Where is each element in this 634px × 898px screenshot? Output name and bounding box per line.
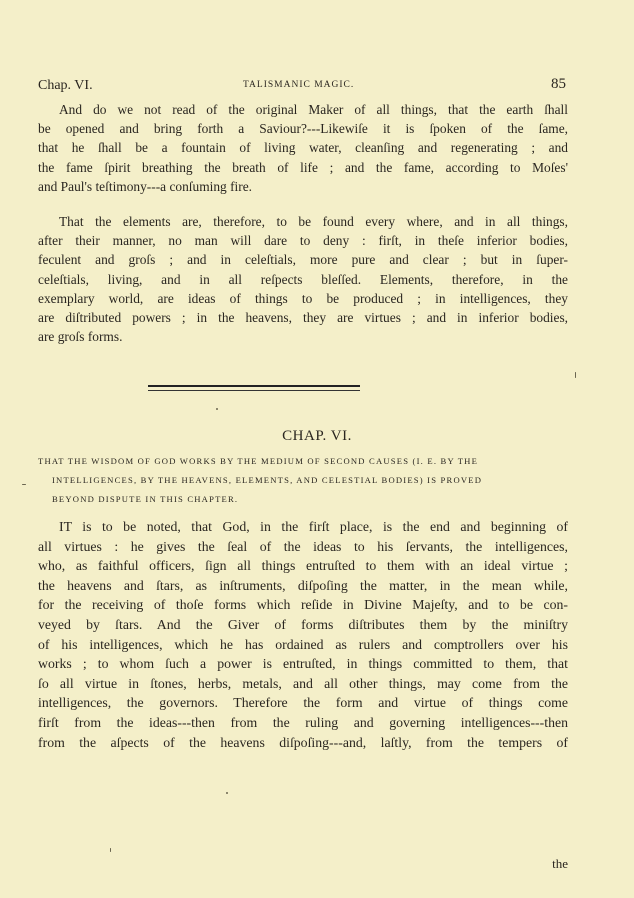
section-divider-thin (148, 390, 360, 391)
text-line: after their manner, no man will dare to deny : firſt, in theſe inferior bodies, (38, 233, 568, 249)
text-line: from the aſpects of the heavens diſpoſing---and, laſtly, from the tempers of (38, 734, 568, 750)
text-line: IT is to be noted, that God, in the firſt place, is the end and beginning of (59, 519, 568, 534)
text-line: celeſtials, living, and in all reſpects bleſſed. Elements, therefore, in the (38, 271, 568, 287)
chapter-label: Chap. VI. (38, 78, 93, 93)
text-line: that he ſhall be a fountain of living water, cleanſing and regenerating ; and (38, 140, 568, 156)
text-line: the fame ſpirit breathing the breath of life ; and the fame, according to Moſes' (38, 159, 568, 175)
running-head (38, 76, 566, 96)
text-line: exemplary world, are ideas of things to be produced ; in intelligences, they (38, 290, 568, 306)
text-line: are diſtributed powers ; in the heavens, they are virtues ; and in inferior bodies, (38, 310, 568, 326)
text-line: and Paul's teſtimony---a conſuming fire. (38, 178, 253, 194)
text-line: veyed by ſtars. And the Giver of forms diſtributes them by the miniſtry (38, 616, 568, 632)
section-divider (148, 385, 360, 387)
summary-line: BEYOND DISPUTE IN THIS CHAPTER. (52, 494, 239, 504)
summary-line: THAT THE WISDOM OF GOD WORKS BY THE MEDIUM OF SECOND CAUSES (I. E. BY THE (38, 456, 479, 466)
text-line: are groſs forms. (38, 329, 123, 345)
text-line: who, as faithful officers, ſign all things entruſted to them with an ideal virtue ; (38, 558, 568, 574)
page-number: 85 (551, 76, 566, 92)
paper-speck (216, 408, 218, 410)
text-line: works ; to whom ſuch a power is entruſted, in things committed to them, that (38, 656, 568, 672)
chapter-heading: CHAP. VI. (282, 428, 352, 444)
summary-line: INTELLIGENCES, BY THE HEAVENS, ELEMENTS, AND CELESTIAL BODIES) IS PROVED (52, 475, 483, 485)
paper-speck (22, 484, 26, 485)
text-line: intelligences, the governors. Therefore the form and virtue of things come (38, 695, 568, 711)
paragraph-2 (38, 212, 568, 346)
paragraph-1 (38, 100, 568, 196)
text-line: all virtues : he gives the ſeal of the ideas to his ſervants, the intelligences, (38, 538, 568, 554)
chapter-summary (38, 452, 566, 509)
paragraph-3 (38, 517, 568, 752)
text-line: the heavens and ſtars, as inſtruments, diſpoſing the matter, in the mean while, (38, 577, 568, 593)
text-line: That the elements are, therefore, to be found every where, and in all things, (59, 214, 568, 229)
paper-speck (575, 372, 576, 378)
text-line: firſt from the ideas---then from the ruling and governing intelligences---then (38, 714, 568, 730)
text-line: of his intelligences, which he has ordained as rulers and comptrollers over his (38, 636, 568, 652)
text-line: feculent and groſs ; and in celeſtials, more pure and clear ; but in ſuper- (38, 252, 568, 268)
text-line: And do we not read of the original Maker of all things, that the earth ſhall (59, 102, 568, 117)
paper-speck (110, 848, 111, 852)
catchword: the (552, 856, 568, 871)
text-line: for the receiving of thoſe forms which reſide in Divine Majeſty, and to be con- (38, 597, 568, 613)
paper-speck (226, 792, 228, 794)
text-line: ſo all virtue in ſtones, herbs, metals, and all other things, may come from the (38, 675, 568, 691)
running-title: TALISMANIC MAGIC. (243, 80, 355, 90)
text-line: be opened and bring forth a Saviour?---Likewiſe it is ſpoken of the ſame, (38, 121, 568, 137)
